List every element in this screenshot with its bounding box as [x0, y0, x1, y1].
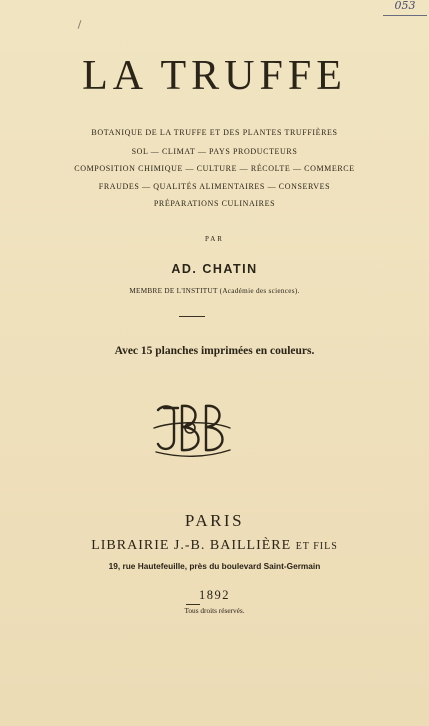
- pencil-mark: [78, 20, 82, 29]
- subtitle-line-2: SOL — CLIMAT — PAYS PRODUCTEURS: [131, 147, 298, 156]
- publisher-line: [0, 537, 429, 556]
- author-affiliation: MEMBRE DE L'INSTITUT (Académie des sciences).: [129, 287, 300, 295]
- rights-notice: Tous droits réservés.: [184, 606, 245, 615]
- subtitle-line-4: FRAUDES — QUALITÉS ALIMENTAIRES — CONSERVES: [98, 182, 331, 191]
- publisher-address: 19, rue Hautefeuille, près du boulevard Saint-Germain: [108, 561, 321, 571]
- publisher-name: LIBRAIRIE J.-B. BAILLIÈRE: [91, 538, 292, 553]
- subtitle-line-5: PRÉPARATIONS CULINAIRES: [153, 199, 276, 208]
- subtitle-line-3: COMPOSITION CHIMIQUE — CULTURE — RÉCOLTE — COMMERCE: [74, 164, 355, 173]
- imprint-city: PARIS: [184, 511, 245, 530]
- divider-rule: [179, 316, 205, 317]
- by-label: PAR: [205, 235, 224, 243]
- year-rule: [186, 604, 200, 605]
- shelfmark: 053: [394, 0, 416, 12]
- plates-note: Avec 15 planches imprimées en couleurs.: [114, 345, 315, 357]
- author-name: AD. CHATIN: [171, 262, 258, 276]
- book-title: LA TRUFFE: [82, 53, 347, 99]
- shelfmark-underline: [383, 15, 427, 16]
- subtitle-line-1: BOTANIQUE DE LA TRUFFE ET DES PLANTES TRUFFIÈRES: [91, 128, 338, 137]
- publisher-suffix: ET FILS: [295, 541, 338, 552]
- publisher-monogram-icon: [150, 400, 234, 458]
- publication-year: 1892: [199, 588, 230, 602]
